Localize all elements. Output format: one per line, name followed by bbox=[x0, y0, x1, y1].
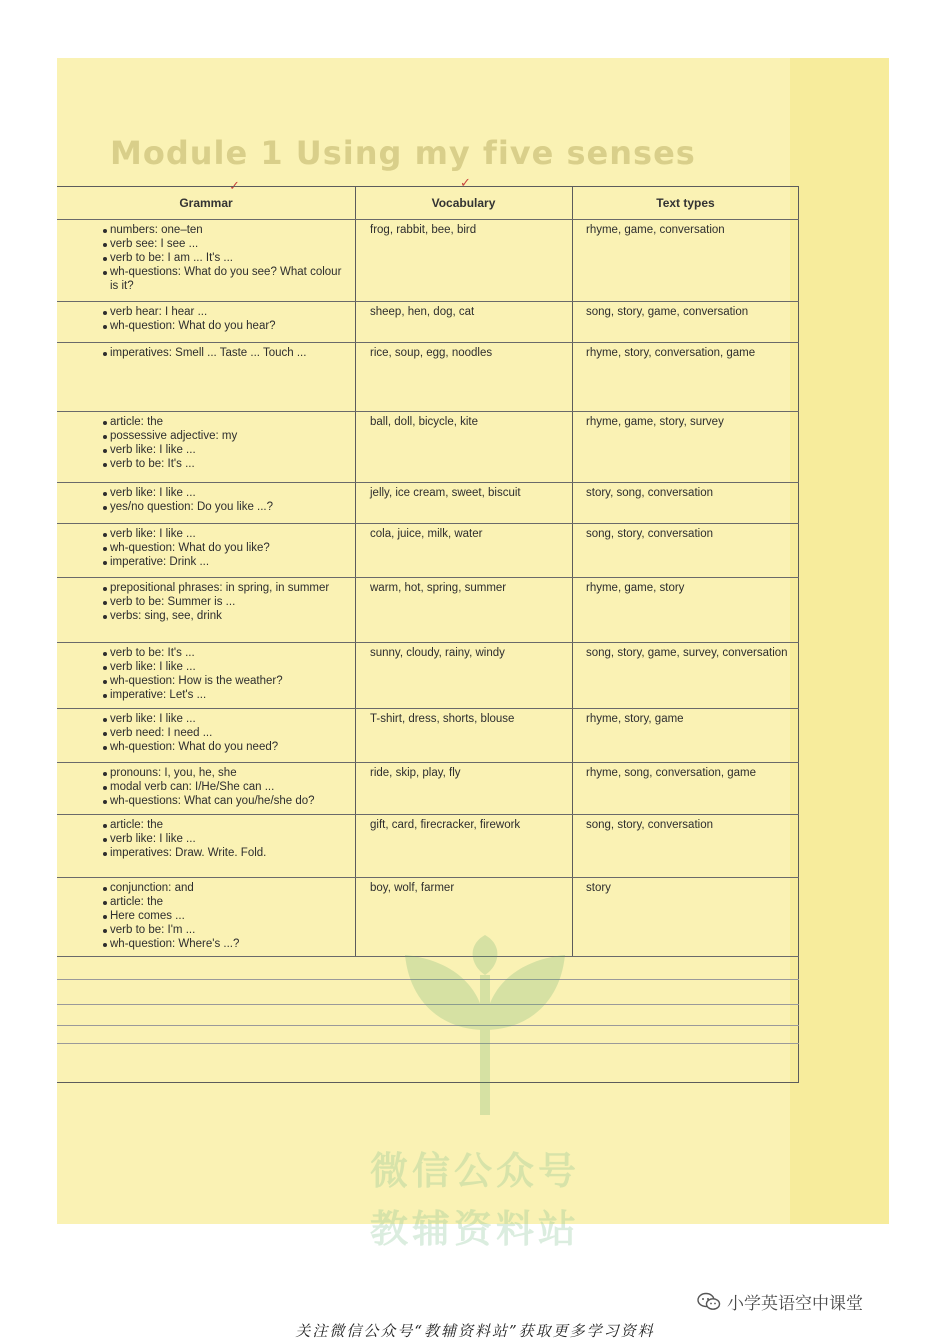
grammar-point: imperative: Drink ... bbox=[103, 555, 349, 569]
grammar-point: verb to be: I am ... It's ... bbox=[103, 251, 349, 265]
grammar-cell bbox=[103, 766, 349, 808]
grammar-point: wh-questions: What do you see? What colour is it? bbox=[103, 265, 349, 293]
text-types-cell: song, story, game, conversation bbox=[586, 306, 749, 318]
grammar-point: imperative: Let's ... bbox=[103, 688, 349, 702]
leaf-watermark-icon bbox=[385, 935, 585, 1120]
text-types-cell: story, song, conversation bbox=[586, 487, 713, 499]
vocabulary-cell: jelly, ice cream, sweet, biscuit bbox=[370, 487, 521, 499]
grammar-point: modal verb can: I/He/She can ... bbox=[103, 780, 349, 794]
grammar-point: verb see: I see ... bbox=[103, 237, 349, 251]
grammar-point: wh-question: What do you need? bbox=[103, 740, 349, 754]
column-divider bbox=[572, 187, 573, 956]
grammar-point: conjunction: and bbox=[103, 881, 349, 895]
row-divider bbox=[57, 301, 799, 302]
grammar-point: verbs: sing, see, drink bbox=[103, 609, 349, 623]
text-types-cell: rhyme, story, game bbox=[586, 713, 684, 725]
header-text-types: Text types bbox=[656, 196, 715, 210]
header-vocabulary: Vocabulary bbox=[431, 196, 496, 210]
watermark-line-1: 微信公众号 bbox=[369, 1149, 580, 1193]
grammar-cell bbox=[103, 486, 349, 514]
row-divider bbox=[57, 482, 799, 483]
text-types-cell: song, story, conversation bbox=[586, 819, 713, 831]
grammar-point: verb like: I like ... bbox=[103, 712, 349, 726]
grammar-point: verb like: I like ... bbox=[103, 660, 349, 674]
check-mark-icon: ✓ bbox=[229, 178, 240, 193]
text-types-cell: song, story, game, survey, conversation bbox=[586, 647, 788, 659]
vocabulary-cell: sheep, hen, dog, cat bbox=[370, 306, 475, 318]
grammar-point: article: the bbox=[103, 895, 349, 909]
grammar-point: verb hear: I hear ... bbox=[103, 305, 349, 319]
grammar-cell bbox=[103, 346, 349, 360]
row-divider bbox=[57, 762, 799, 763]
grammar-point: verb like: I like ... bbox=[103, 527, 349, 541]
grammar-point: imperatives: Draw. Write. Fold. bbox=[103, 846, 349, 860]
grammar-point: wh-question: What do you like? bbox=[103, 541, 349, 555]
grammar-point: verb to be: I'm ... bbox=[103, 923, 349, 937]
grammar-point: verb need: I need ... bbox=[103, 726, 349, 740]
grammar-cell bbox=[103, 818, 349, 860]
text-types-cell: rhyme, game, story, survey bbox=[586, 416, 724, 428]
wechat-icon bbox=[697, 1292, 721, 1312]
grammar-point: prepositional phrases: in spring, in summer bbox=[103, 581, 349, 595]
row-divider bbox=[57, 342, 799, 343]
watermark-line-2: 教辅资料站 bbox=[369, 1207, 580, 1251]
grammar-cell bbox=[103, 646, 349, 702]
header-grammar: Grammar bbox=[179, 196, 233, 210]
row-divider bbox=[57, 577, 799, 578]
vocabulary-cell: rice, soup, egg, noodles bbox=[370, 347, 493, 359]
vocabulary-cell: cola, juice, milk, water bbox=[370, 528, 483, 540]
vocabulary-cell: T-shirt, dress, shorts, blouse bbox=[370, 713, 515, 725]
row-divider bbox=[57, 877, 799, 878]
grammar-point: wh-questions: What can you/he/she do? bbox=[103, 794, 349, 808]
row-divider bbox=[57, 814, 799, 815]
vocabulary-cell: frog, rabbit, bee, bird bbox=[370, 224, 477, 236]
grammar-point: verb like: I like ... bbox=[103, 486, 349, 500]
wechat-account-name: 小学英语空中课堂 bbox=[727, 1294, 863, 1314]
vocabulary-cell: gift, card, firecracker, firework bbox=[370, 819, 521, 831]
text-types-cell: rhyme, game, story bbox=[586, 582, 685, 594]
grammar-cell bbox=[103, 581, 349, 623]
text-types-cell: story bbox=[586, 882, 611, 894]
grammar-point: wh-question: How is the weather? bbox=[103, 674, 349, 688]
row-divider bbox=[57, 219, 799, 220]
grammar-cell bbox=[103, 527, 349, 569]
grammar-point: yes/no question: Do you like ...? bbox=[103, 500, 349, 514]
text-types-cell: rhyme, story, conversation, game bbox=[586, 347, 756, 359]
row-divider bbox=[57, 708, 799, 709]
vocabulary-cell: ride, skip, play, fly bbox=[370, 767, 461, 779]
wechat-account-badge bbox=[697, 1289, 863, 1314]
text-types-cell: rhyme, song, conversation, game bbox=[586, 767, 757, 779]
grammar-cell bbox=[103, 305, 349, 333]
text-types-cell: rhyme, game, conversation bbox=[586, 224, 725, 236]
grammar-point: imperatives: Smell ... Taste ... Touch ... bbox=[103, 346, 349, 360]
grammar-point: verb like: I like ... bbox=[103, 443, 349, 457]
column-divider bbox=[355, 187, 356, 956]
grammar-point: pronouns: I, you, he, she bbox=[103, 766, 349, 780]
grammar-point: verb to be: It's ... bbox=[103, 457, 349, 471]
grammar-point: wh-question: What do you hear? bbox=[103, 319, 349, 333]
vocabulary-cell: sunny, cloudy, rainy, windy bbox=[370, 647, 505, 659]
grammar-point: verb to be: It's ... bbox=[103, 646, 349, 660]
row-divider bbox=[57, 523, 799, 524]
row-divider bbox=[57, 411, 799, 412]
vocabulary-cell: boy, wolf, farmer bbox=[370, 882, 455, 894]
grammar-point: numbers: one–ten bbox=[103, 223, 349, 237]
grammar-point: verb like: I like ... bbox=[103, 832, 349, 846]
vocabulary-cell: ball, doll, bicycle, kite bbox=[370, 416, 479, 428]
vocabulary-cell: warm, hot, spring, summer bbox=[370, 582, 507, 594]
grammar-point: verb to be: Summer is ... bbox=[103, 595, 349, 609]
check-mark-icon: ✓ bbox=[460, 175, 471, 190]
grammar-cell bbox=[103, 415, 349, 471]
grammar-point: article: the bbox=[103, 818, 349, 832]
bleed-through-title: Module 1 Using my five senses bbox=[110, 134, 696, 172]
grammar-point: article: the bbox=[103, 415, 349, 429]
grammar-cell bbox=[103, 712, 349, 754]
grammar-point: Here comes ... bbox=[103, 909, 349, 923]
grammar-cell bbox=[103, 223, 349, 293]
grammar-point: possessive adjective: my bbox=[103, 429, 349, 443]
text-types-cell: song, story, conversation bbox=[586, 528, 713, 540]
grammar-point: wh-question: Where's ...? bbox=[103, 937, 349, 951]
row-divider bbox=[57, 642, 799, 643]
footer-promo-text: 关注微信公众号“教辅资料站”获取更多学习资料 bbox=[295, 1322, 655, 1340]
page-edge-strip bbox=[790, 58, 889, 1224]
grammar-cell bbox=[103, 881, 349, 951]
